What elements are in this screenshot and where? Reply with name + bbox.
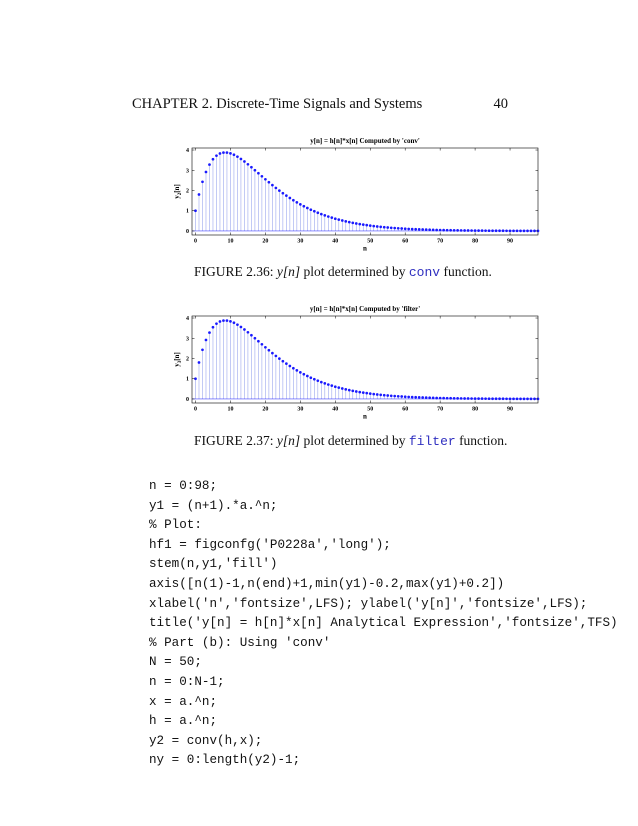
stem-marker <box>219 320 222 323</box>
stem-marker <box>407 228 410 231</box>
stem-marker <box>348 389 351 392</box>
stem-marker <box>393 227 396 230</box>
stem-marker <box>365 392 368 395</box>
stem-marker <box>236 155 239 158</box>
stem-marker <box>327 383 330 386</box>
stem-marker <box>372 393 375 396</box>
stem-marker <box>295 369 298 372</box>
stem-marker <box>226 319 229 322</box>
stem-marker <box>418 396 421 399</box>
page-number: 40 <box>493 96 508 112</box>
figure-2-37 <box>168 300 544 424</box>
stem-marker <box>198 193 201 196</box>
code-line: n = 0:N-1; <box>149 674 225 689</box>
stem-marker <box>233 321 236 324</box>
stem-marker <box>323 382 326 385</box>
stem-marker <box>215 154 218 157</box>
stem-marker <box>236 323 239 326</box>
stem-marker <box>456 229 459 232</box>
stem-marker <box>243 328 246 331</box>
stem-marker <box>337 218 340 221</box>
stem-marker <box>285 362 288 365</box>
y-tick-label: 2 <box>186 188 189 195</box>
stem-marker <box>481 229 484 232</box>
stem-marker <box>330 216 333 219</box>
stem-marker <box>275 187 278 190</box>
x-tick-label: 70 <box>437 406 444 413</box>
x-tick-label: 90 <box>507 406 514 413</box>
stem-marker <box>390 226 393 229</box>
matlab-code-listing <box>149 477 618 771</box>
y-tick-label: 1 <box>186 208 189 215</box>
stem-marker <box>467 397 470 400</box>
stem-marker <box>250 334 253 337</box>
code-line: stem(n,y1,'fill') <box>149 557 278 572</box>
stem-marker <box>425 396 428 399</box>
page-header <box>132 96 508 113</box>
stem-marker <box>386 394 389 397</box>
stem-plot-filter <box>168 300 544 424</box>
stem-marker <box>208 331 211 334</box>
stem-marker <box>282 192 285 195</box>
stem-marker <box>421 228 424 231</box>
stem-marker <box>247 331 250 334</box>
stem-marker <box>240 326 243 329</box>
stem-marker <box>467 229 470 232</box>
x-tick-label: 60 <box>402 238 409 245</box>
stem-marker <box>351 389 354 392</box>
x-tick-label: 80 <box>472 406 479 413</box>
stem-marker <box>344 220 347 223</box>
stem-marker <box>264 346 267 349</box>
code-line: hf1 = figconfg('P0228a','long'); <box>149 537 391 552</box>
stem-marker <box>421 396 424 399</box>
stem-marker <box>292 367 295 370</box>
figure-caption-2-36: FIGURE 2.36: y[n] plot determined by conv function. <box>194 264 492 280</box>
stem-marker <box>261 175 264 178</box>
stem-marker <box>407 396 410 399</box>
figure-2-36 <box>168 132 544 256</box>
stem-marker <box>194 377 197 380</box>
y-tick-label: 0 <box>186 396 189 403</box>
stem-marker <box>449 397 452 400</box>
code-line: xlabel('n','fontsize',LFS); ylabel('y[n]','fontsize',LFS); <box>149 596 588 611</box>
stem-marker <box>414 396 417 399</box>
x-tick-label: 0 <box>193 406 197 413</box>
stem-marker <box>418 228 421 231</box>
y-tick-label: 2 <box>186 356 189 363</box>
code-line: % Plot: <box>149 518 202 533</box>
stem-marker <box>383 394 386 397</box>
stem-marker <box>299 371 302 374</box>
stem-marker <box>205 339 208 342</box>
stem-marker <box>383 226 386 229</box>
stem-marker <box>474 397 477 400</box>
caption-code-conv: conv <box>408 265 441 280</box>
stem-marker <box>411 228 414 231</box>
stem-marker <box>313 210 316 213</box>
stem-marker <box>240 158 243 161</box>
chart-title: y[n] = h[n]*x[n] Computed by 'filter' <box>309 305 421 313</box>
stem-marker <box>344 388 347 391</box>
stem-marker <box>379 393 382 396</box>
stem-marker <box>229 320 232 323</box>
stem-marker <box>299 203 302 206</box>
stem-marker <box>254 337 257 340</box>
stem-marker <box>222 319 225 322</box>
stem-marker <box>404 395 407 398</box>
x-tick-label: 20 <box>262 238 269 245</box>
code-line: % Part (b): Using 'conv' <box>149 635 331 650</box>
stem-marker <box>397 395 400 398</box>
x-tick-label: 30 <box>297 406 304 413</box>
stem-marker <box>481 397 484 400</box>
y-tick-label: 4 <box>186 316 189 323</box>
stem-marker <box>306 207 309 210</box>
stem-marker <box>323 214 326 217</box>
stem-marker <box>278 189 281 192</box>
code-line: y2 = conv(h,x); <box>149 733 263 748</box>
stem-marker <box>474 229 477 232</box>
x-tick-label: 10 <box>227 238 234 245</box>
stem-marker <box>201 348 204 351</box>
stem-marker <box>302 205 305 208</box>
code-line: ny = 0:length(y2)-1; <box>149 753 301 768</box>
code-line: axis([n(1)-1,n(end)+1,min(y1)-0.2,max(y1)+0.2]) <box>149 576 505 591</box>
stem-marker <box>247 163 250 166</box>
stem-marker <box>484 229 487 232</box>
stem-marker <box>470 397 473 400</box>
stem-marker <box>386 226 389 229</box>
code-line: N = 50; <box>149 655 202 670</box>
stem-marker <box>470 229 473 232</box>
stem-marker <box>477 229 480 232</box>
stem-marker <box>271 352 274 355</box>
x-tick-label: 20 <box>262 406 269 413</box>
stem-marker <box>453 229 456 232</box>
stem-marker <box>250 166 253 169</box>
stem-marker <box>302 373 305 376</box>
stem-marker <box>222 151 225 154</box>
code-line: x = a.^n; <box>149 694 218 709</box>
stem-marker <box>243 160 246 163</box>
stem-marker <box>425 228 428 231</box>
stem-marker <box>449 229 452 232</box>
y-tick-label: 1 <box>186 376 189 383</box>
stem-marker <box>390 394 393 397</box>
stem-marker <box>268 349 271 352</box>
stem-marker <box>275 355 278 358</box>
stem-marker <box>453 397 456 400</box>
y-axis-label: $y_3[n]$ <box>173 352 183 367</box>
stem-marker <box>309 376 312 379</box>
stem-marker <box>369 224 372 227</box>
stem-marker <box>268 181 271 184</box>
stem-marker <box>337 386 340 389</box>
stem-marker <box>219 152 222 155</box>
x-tick-label: 90 <box>507 238 514 245</box>
caption-code-filter: filter <box>408 434 456 449</box>
stem-marker <box>212 158 215 161</box>
stem-marker <box>463 397 466 400</box>
stem-marker <box>397 227 400 230</box>
stem-marker <box>362 391 365 394</box>
stem-marker <box>264 178 267 181</box>
y-tick-label: 0 <box>186 228 189 235</box>
x-tick-label: 40 <box>332 406 339 413</box>
stem-marker <box>341 219 344 222</box>
stem-marker <box>372 225 375 228</box>
stem-marker <box>306 375 309 378</box>
stem-marker <box>205 171 208 174</box>
stem-marker <box>484 397 487 400</box>
y-tick-label: 3 <box>186 168 189 175</box>
stem-marker <box>229 152 232 155</box>
stem-marker <box>400 227 403 230</box>
stem-marker <box>327 215 330 218</box>
stem-marker <box>341 387 344 390</box>
stem-marker <box>362 223 365 226</box>
stem-marker <box>460 397 463 400</box>
stem-marker <box>201 180 204 183</box>
x-tick-label: 0 <box>193 238 197 245</box>
x-tick-label: 50 <box>367 406 374 413</box>
stem-marker <box>271 184 274 187</box>
x-tick-label: 80 <box>472 238 479 245</box>
x-tick-label: 40 <box>332 238 339 245</box>
stem-marker <box>257 172 260 175</box>
x-tick-label: 70 <box>437 238 444 245</box>
stem-marker <box>198 361 201 364</box>
stem-plot-conv <box>168 132 544 256</box>
stem-marker <box>295 201 298 204</box>
x-axis-label: n <box>363 244 367 253</box>
x-tick-label: 10 <box>227 406 234 413</box>
stem-marker <box>316 379 319 382</box>
stem-marker <box>289 197 292 200</box>
y-tick-label: 3 <box>186 336 189 343</box>
stem-marker <box>355 390 358 393</box>
stem-marker <box>330 384 333 387</box>
stem-marker <box>208 163 211 166</box>
stem-marker <box>194 209 197 212</box>
y-tick-label: 4 <box>186 148 189 155</box>
stem-marker <box>376 393 379 396</box>
stem-marker <box>233 153 236 156</box>
stem-marker <box>215 322 218 325</box>
stem-marker <box>379 225 382 228</box>
figure-caption-2-37: FIGURE 2.37: y[n] plot determined by filter function. <box>194 433 508 449</box>
stem-marker <box>334 385 337 388</box>
stem-marker <box>400 395 403 398</box>
stem-marker <box>313 378 316 381</box>
x-tick-label: 60 <box>402 406 409 413</box>
code-line: n = 0:98; <box>149 479 218 493</box>
stem-marker <box>212 326 215 329</box>
y-axis-label: $y_2[n]$ <box>173 184 183 199</box>
stem-marker <box>393 395 396 398</box>
stem-marker <box>369 392 372 395</box>
stem-marker <box>257 340 260 343</box>
stem-marker <box>477 397 480 400</box>
stem-marker <box>292 199 295 202</box>
code-line: y1 = (n+1).*a.^n; <box>149 498 278 513</box>
code-line: h = a.^n; <box>149 714 218 729</box>
stem-marker <box>358 391 361 394</box>
stem-marker <box>348 221 351 224</box>
stem-marker <box>254 169 257 172</box>
stem-marker <box>316 211 319 214</box>
stem-marker <box>261 343 264 346</box>
stem-marker <box>411 396 414 399</box>
x-axis-label: n <box>363 412 367 421</box>
stem-marker <box>404 227 407 230</box>
x-tick-label: 50 <box>367 238 374 245</box>
stem-marker <box>414 228 417 231</box>
stem-marker <box>463 229 466 232</box>
stem-marker <box>320 381 323 384</box>
stem-marker <box>289 365 292 368</box>
stem-marker <box>456 397 459 400</box>
stem-marker <box>282 360 285 363</box>
stem-marker <box>376 225 379 228</box>
stem-marker <box>358 223 361 226</box>
stem-marker <box>309 208 312 211</box>
code-line: title('y[n] = h[n]*x[n] Analytical Expression','fontsize',TFS) <box>149 616 618 631</box>
stem-marker <box>365 224 368 227</box>
chart-title: y[n] = h[n]*x[n] Computed by 'conv' <box>310 137 420 145</box>
x-tick-label: 30 <box>297 238 304 245</box>
stem-marker <box>355 222 358 225</box>
stem-marker <box>320 213 323 216</box>
stem-marker <box>460 229 463 232</box>
stem-marker <box>226 151 229 154</box>
chapter-title: CHAPTER 2. Discrete-Time Signals and Systems <box>132 96 423 112</box>
stem-marker <box>334 217 337 220</box>
stem-marker <box>285 194 288 197</box>
stem-marker <box>351 221 354 224</box>
stem-marker <box>278 357 281 360</box>
